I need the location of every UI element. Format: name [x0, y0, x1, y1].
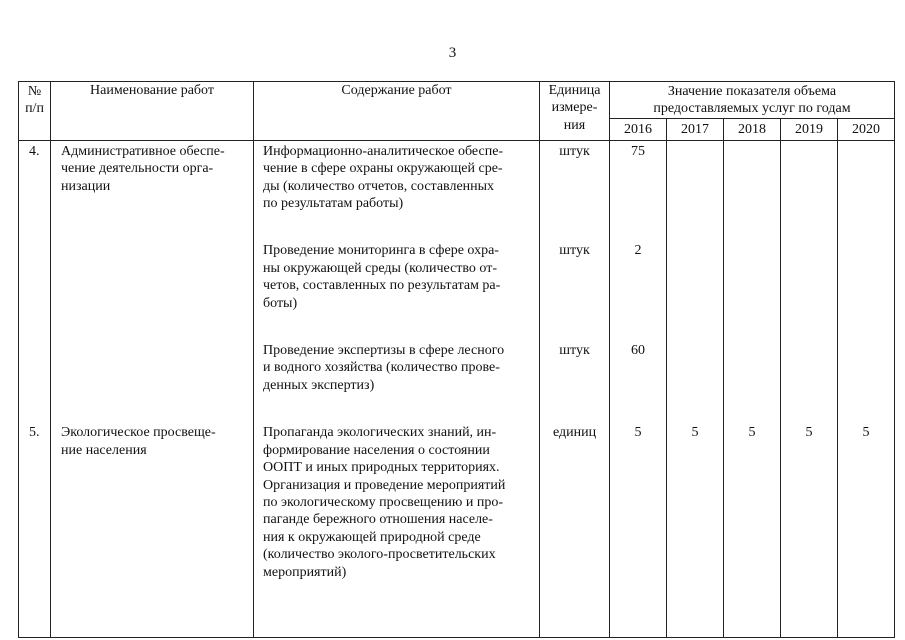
header-year-2020: 2020 — [838, 118, 895, 140]
value-2018: 5 — [724, 424, 781, 637]
content-item: Проведение экспертизы в сфере лесного и водного хозяйства (количество прове- денных экспертиз) — [263, 343, 505, 393]
row-content — [254, 424, 540, 637]
row-number: 5. — [19, 424, 51, 637]
table-row — [19, 424, 895, 637]
value-2016 — [610, 140, 667, 424]
table-row — [19, 140, 895, 424]
value-cell: 2 — [634, 243, 642, 259]
header-name: Наименование работ — [51, 82, 254, 141]
row-name: Административное обеспе- чение деятельности орга- низации — [51, 140, 254, 424]
value-2018 — [724, 140, 781, 424]
row-unit — [540, 140, 610, 424]
unit-value: штук — [559, 343, 590, 358]
header-year-2017: 2017 — [667, 118, 724, 140]
value-2020: 5 — [838, 424, 895, 637]
value-2019: 5 — [781, 424, 838, 637]
value-2019 — [781, 140, 838, 424]
row-name: Экологическое просвеще- ние населения — [51, 424, 254, 637]
value-2016: 5 — [610, 424, 667, 637]
header-content: Содержание работ — [254, 82, 540, 141]
unit-value: штук — [559, 243, 590, 259]
content-item: Информационно-аналитическое обеспе- чение в сфере охраны окружающей сре- ды (количество отчетов, составленных по результатам работы) — [263, 143, 504, 212]
value-2017: 5 — [667, 424, 724, 637]
works-table — [18, 81, 895, 638]
header-values: Значение показателя объема предоставляемых услуг по годам — [610, 82, 895, 119]
content-item: Проведение мониторинга в сфере охра- ны окружающей среды (количество от- четов, составленных по результатам ра- боты) — [263, 243, 501, 311]
value-cell: 60 — [631, 343, 645, 358]
row-unit: единиц — [540, 424, 610, 637]
row-content — [254, 140, 540, 424]
row-number: 4. — [19, 140, 51, 424]
header-year-2019: 2019 — [781, 118, 838, 140]
header-year-2016: 2016 — [610, 118, 667, 140]
header-unit: Единица измере- ния — [540, 82, 610, 141]
unit-value: штук — [559, 143, 590, 159]
content-item: Пропаганда экологических знаний, ин- формирование населения о состоянии ООПТ и иных природных территориях. Организация и проведение мероприятий по экологическому просвещению и про- паганде бережного отношения населе- ния к окружающей природной среде (количество эколого-просветительских мероприятий) — [263, 425, 506, 580]
header-num: № п/п — [19, 82, 51, 141]
value-2020 — [838, 140, 895, 424]
value-cell: 75 — [631, 143, 645, 159]
page-number: 3 — [448, 45, 457, 61]
table-header — [19, 82, 895, 141]
header-year-2018: 2018 — [724, 118, 781, 140]
value-2017 — [667, 140, 724, 424]
